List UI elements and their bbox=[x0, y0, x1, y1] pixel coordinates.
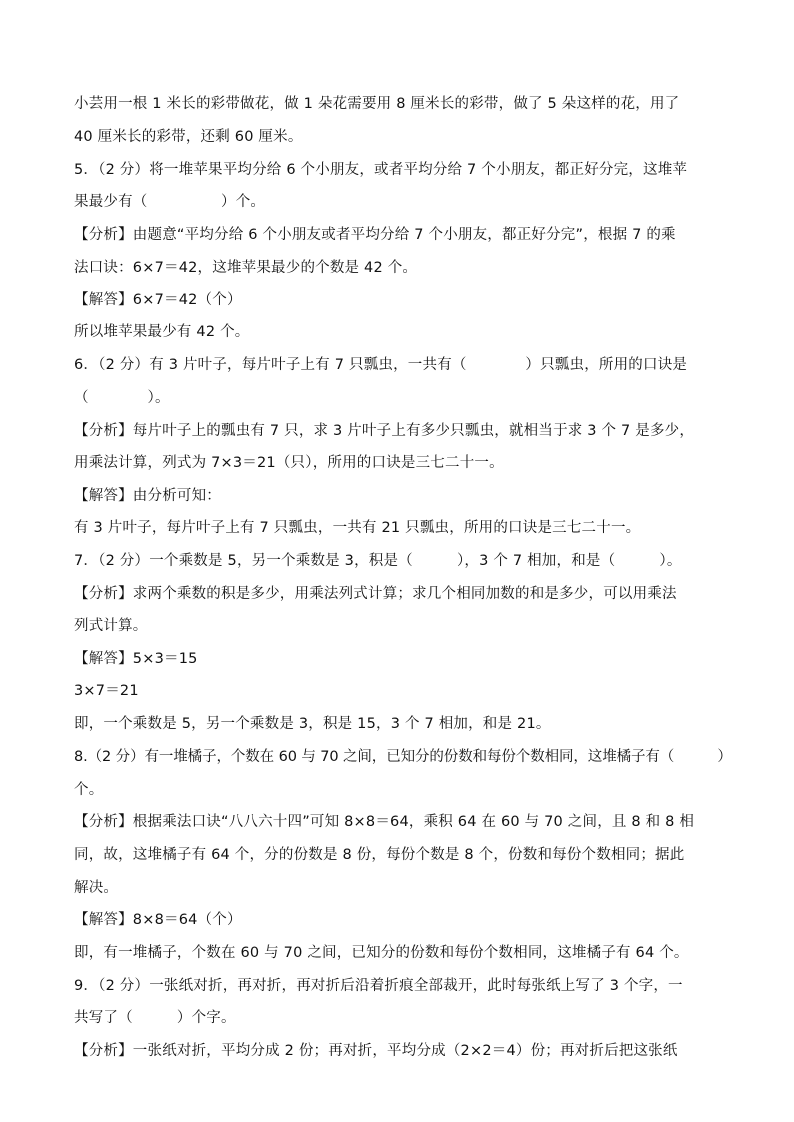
answer-label: 【解答】8×8＝64（个） bbox=[74, 912, 242, 928]
analysis-label: 【分析】一张纸对折，平均分成 2 份；再对折，平均分成（2×2＝4）份；再对折后把这张纸 bbox=[74, 1043, 678, 1059]
text-line: 果最少有（ ）个。 bbox=[74, 194, 266, 210]
text-line: 小芸用一根 1 米长的彩带做花，做 1 朵花需要用 8 厘米长的彩带，做了 5 朵这样的花，用了 bbox=[74, 96, 680, 112]
text-line: 共写了（ ）个字。 bbox=[74, 1010, 236, 1026]
answer-label: 【解答】由分析可知： bbox=[74, 488, 221, 504]
text-line: 即，有一堆橘子，个数在 60 与 70 之间，已知分的份数和每份个数相同，这堆橘子有 64 个。 bbox=[74, 945, 689, 961]
text-line: 3×7＝21 bbox=[74, 683, 139, 699]
text-line: 列式计算。 bbox=[74, 618, 148, 634]
question-8: 8.（2 分）有一堆橘子，个数在 60 与 70 之间，已知分的份数和每份个数相同，这堆橘子有（ ） bbox=[74, 749, 732, 765]
question-9: 9．（2 分）一张纸对折，再对折，再对折后沿着折痕全部裁开，此时每张纸上写了 3 个字，一 bbox=[74, 978, 683, 994]
text-line: 用乘法计算，列式为 7×3＝21（只），所用的口诀是三七二十一。 bbox=[74, 455, 504, 471]
text-line: 同，故，这堆橘子有 64 个，分的份数是 8 份，每份个数是 8 个，份数和每份个数相同；据此 bbox=[74, 847, 685, 863]
text-line: 即，一个乘数是 5，另一个乘数是 3，积是 15，3 个 7 相加，和是 21。 bbox=[74, 716, 551, 732]
analysis-label: 【分析】由题意“平均分给 6 个小朋友或者平均分给 7 个小朋友，都正好分完”，根据 7 的乘 bbox=[74, 227, 676, 243]
answer-label: 【解答】6×7＝42（个） bbox=[74, 292, 242, 308]
text-line: 有 3 片叶子，每片叶子上有 7 只瓢虫，一共有 21 只瓢虫，所用的口诀是三七二十一。 bbox=[74, 520, 641, 536]
text-line: （ ）。 bbox=[74, 390, 170, 406]
answer-label: 【解答】5×3＝15 bbox=[74, 651, 198, 667]
text-line: 所以堆苹果最少有 42 个。 bbox=[74, 324, 250, 340]
question-6: 6．（2 分）有 3 片叶子，每片叶子上有 7 只瓢虫，一共有（ ）只瓢虫，所用的口诀是 bbox=[74, 357, 688, 373]
analysis-label: 【分析】根据乘法口诀“八八六十四”可知 8×8＝64，乘积 64 在 60 与 70 之间，且 8 和 8 相 bbox=[74, 814, 695, 830]
text-line: 40 厘米长的彩带，还剩 60 厘米。 bbox=[74, 129, 303, 145]
text-line: 解决。 bbox=[74, 880, 119, 896]
question-5: 5．（2 分）将一堆苹果平均分给 6 个小朋友，或者平均分给 7 个小朋友，都正好分完，这堆苹 bbox=[74, 162, 688, 178]
text-line: 个。 bbox=[74, 782, 104, 798]
question-7: 7．（2 分）一个乘数是 5，另一个乘数是 3，积是（ ），3 个 7 相加，和是（ ）。 bbox=[74, 553, 682, 569]
analysis-label: 【分析】每片叶子上的瓢虫有 7 只，求 3 片叶子上有多少只瓢虫，就相当于求 3 个 7 是多少， bbox=[74, 423, 695, 439]
analysis-label: 【分析】求两个乘数的积是多少，用乘法列式计算；求几个相同加数的和是多少，可以用乘法 bbox=[74, 586, 677, 602]
text-line: 法口诀：6×7＝42，这堆苹果最少的个数是 42 个。 bbox=[74, 260, 418, 276]
